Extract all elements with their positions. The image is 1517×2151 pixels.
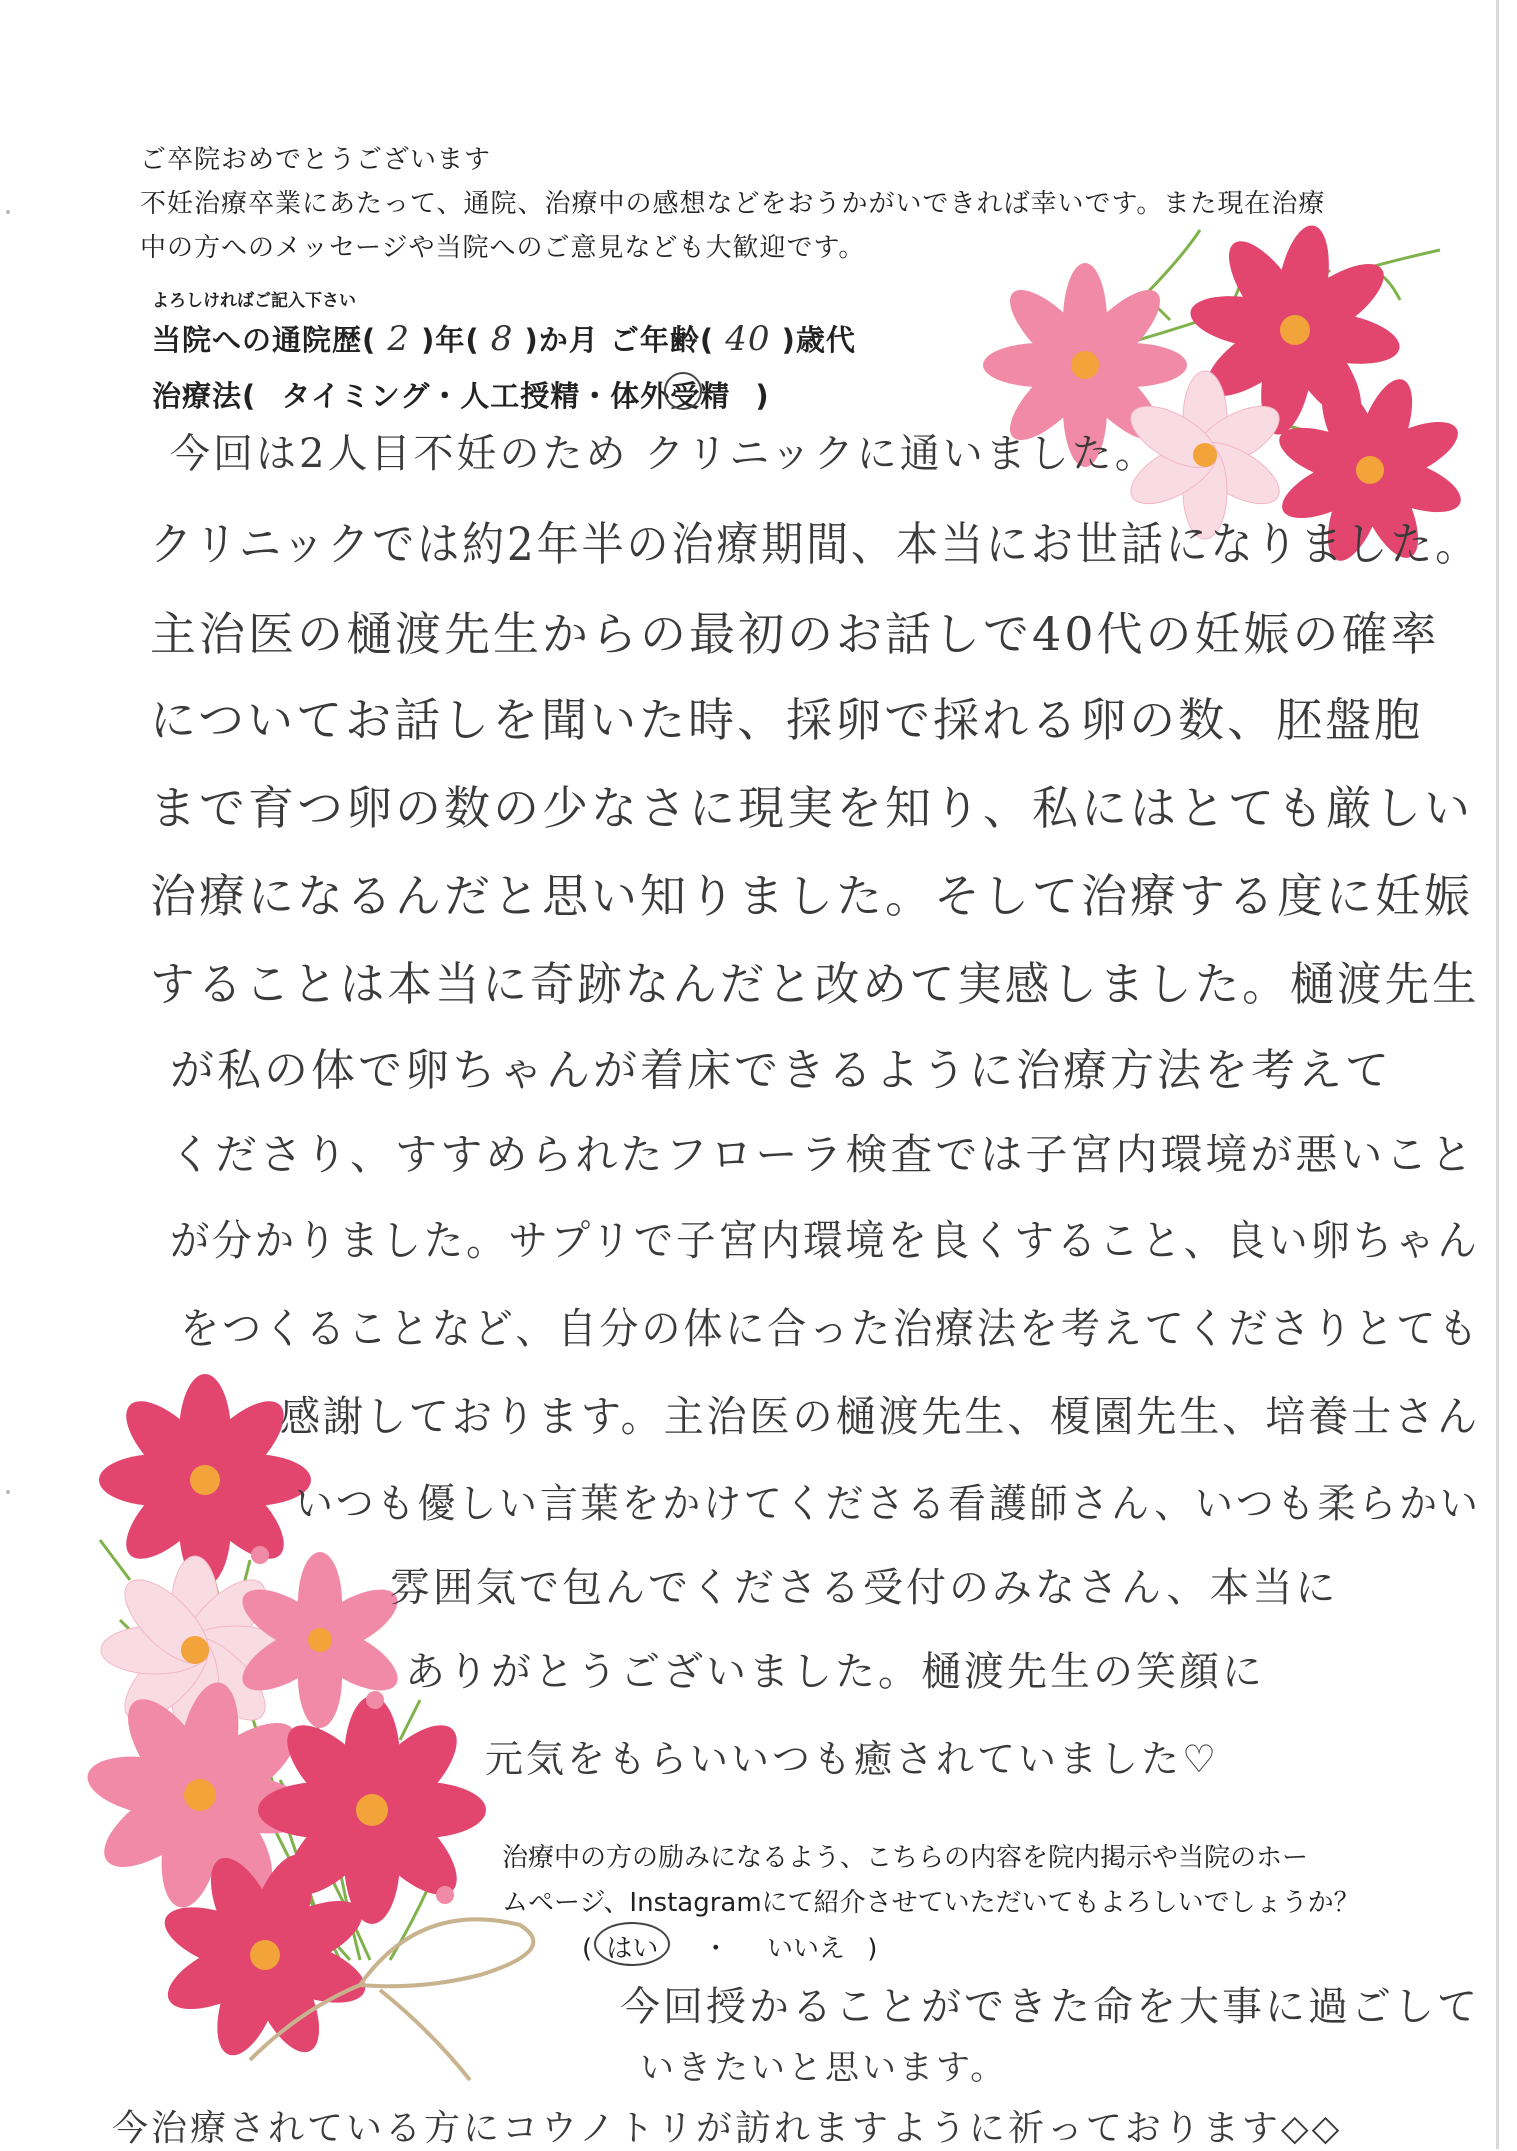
- intro-line: 不妊治療卒業にあたって、通院、治療中の感想などをおうかがいできれば幸いです。また現在治療: [140, 189, 1326, 219]
- choice-separator: ・: [702, 1934, 729, 1964]
- months-value: 8: [490, 319, 514, 359]
- handwritten-line: が私の体で卵ちゃんが着床できるように治療方法を考えて: [170, 1045, 1392, 1096]
- consent-line: ムページ、Instagramにて紹介させていただいてもよろしいでしょうか？: [502, 1888, 1360, 1918]
- age-label: )歳代: [781, 323, 856, 357]
- treatment-label: 治療法(: [152, 379, 257, 413]
- handwritten-line: まで育つ卵の数の少なさに現実を知り、私にはとても厳しい: [150, 781, 1473, 835]
- intro-line: 中の方へのメッセージや当院へのご意見なども大歓迎です。: [140, 233, 866, 263]
- closing-line: 今治療されている方にコウノトリが訪れますように祈っております◇◇: [112, 2108, 1343, 2149]
- closing-line: いきたいと思います。: [640, 2048, 1008, 2088]
- handwritten-line: についてお話しを聞いた時、採卵で採れる卵の数、胚盤胞: [150, 693, 1424, 747]
- month-label: )か月 ご年齢(: [524, 323, 715, 357]
- handwritten-line: 元気をもらいいつも癒されていました♡: [485, 1737, 1220, 1781]
- choice-yes: はい: [600, 1928, 664, 1965]
- handwritten-line: いつも優しい言葉をかけてくださる看護師さん、いつも柔らかい: [295, 1481, 1481, 1527]
- handwritten-line: が分かりました。サプリで子宮内環境を良くすること、良い卵ちゃん: [170, 1216, 1480, 1265]
- fill-note: よろしければご記入下さい: [152, 291, 356, 311]
- treatment-close: ): [755, 379, 770, 413]
- handwritten-line: 雰囲気で包んでくださる受付のみなさん、本当に: [390, 1565, 1339, 1611]
- handwritten-line: をつくることなど、自分の体に合った治療法を考えてくださりとても: [180, 1304, 1481, 1353]
- consent-line: 治療中の方の励みになるよう、こちらの内容を院内掲示や当院のホー: [502, 1843, 1309, 1873]
- age-value: 40: [725, 319, 771, 359]
- handwritten-line: 主治医の樋渡先生からの最初のお話しで40代の妊娠の確率: [150, 607, 1440, 661]
- handwritten-line: することは本当に奇跡なんだと改めて実感しました。樋渡先生: [150, 957, 1480, 1011]
- treatment-options: タイミング・人工授精・体外: [281, 379, 671, 413]
- closing-line: 今回授かることができた命を大事に過ごして: [620, 1984, 1480, 2030]
- handwritten-line: クリニックでは約2年半の治療期間、本当にお世話になりました。: [150, 517, 1481, 571]
- choice-close-paren: ): [867, 1934, 878, 1964]
- handwritten-line: 感謝しております。主治医の樋渡先生、榎園先生、培養士さん: [280, 1392, 1481, 1441]
- treatment-selected: 受精: [670, 374, 730, 415]
- choice-open-paren: (: [582, 1934, 593, 1964]
- handwritten-line: 治療になるんだと思い知りました。そして治療する度に妊娠: [150, 869, 1473, 923]
- years-value: 2: [387, 319, 411, 359]
- handwritten-line: 今回は2人目不妊のため クリニックに通いました。: [170, 431, 1158, 477]
- handwritten-line: ありがとうございました。樋渡先生の笑顔に: [405, 1649, 1265, 1695]
- history-label: 当院への通院歴(: [152, 323, 377, 357]
- handwritten-line: くださり、すすめられたフローラ検査では子宮内環境が悪いこと: [170, 1130, 1476, 1179]
- congrats-line: ご卒院おめでとうございます: [140, 145, 492, 175]
- choice-no: いいえ: [766, 1934, 845, 1964]
- year-label: )年(: [421, 323, 480, 357]
